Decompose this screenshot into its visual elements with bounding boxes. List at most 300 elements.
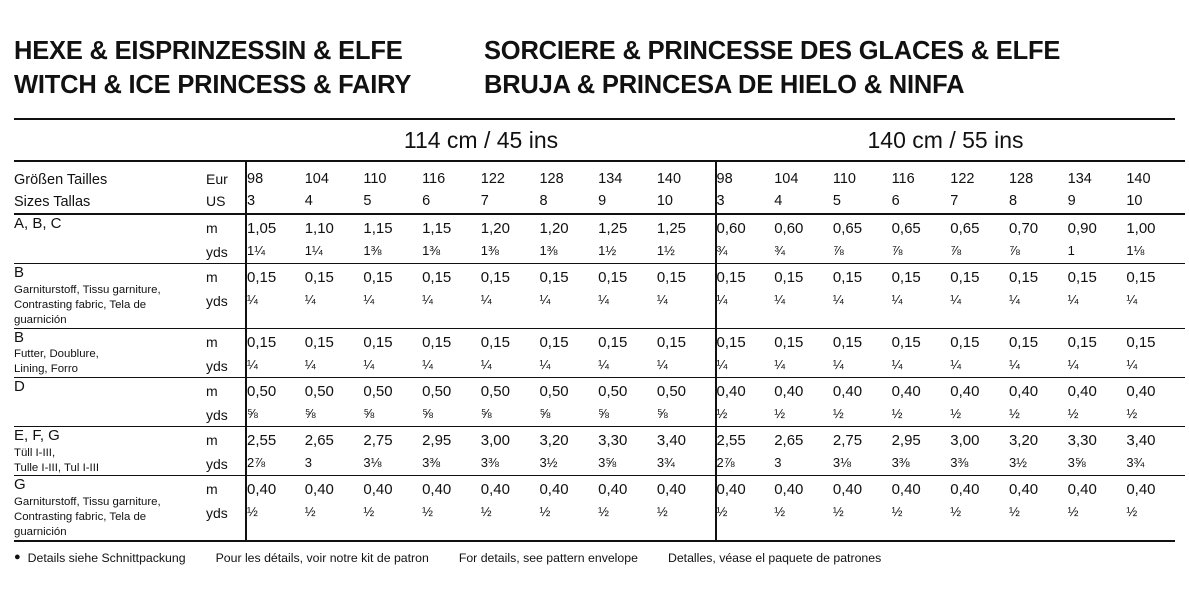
yards-value: 1¼	[304, 243, 323, 259]
meters-value: 0,40	[363, 481, 393, 499]
us-size: 6	[422, 193, 431, 210]
value-cell	[422, 328, 481, 377]
yards-value: ¼	[1067, 292, 1079, 308]
value-cell	[1126, 214, 1185, 264]
row-label-cell	[14, 328, 206, 377]
meters-value: 0,40	[1126, 481, 1156, 499]
yards-value: ½	[422, 504, 433, 520]
eur-size: 128	[1008, 171, 1034, 188]
meters-value: 0,60	[774, 220, 804, 238]
unit-yards: yds	[206, 357, 228, 374]
value-cell	[950, 214, 1009, 264]
unit-yards: yds	[206, 455, 228, 472]
piece-label: D	[14, 377, 25, 395]
value-cell	[246, 328, 305, 377]
meters-value: 1,05	[247, 220, 277, 238]
value-cell	[481, 377, 540, 426]
value-cell	[716, 426, 775, 475]
value-cell	[950, 328, 1009, 377]
yards-value: 1½	[598, 243, 617, 259]
title-french: SORCIERE & PRINCESSE DES GLACES & ELFE	[484, 37, 1061, 65]
value-cell	[716, 264, 775, 328]
eur-size: 104	[774, 171, 799, 188]
value-cell	[481, 264, 540, 328]
footer-note-fr: Pour les détails, voir notre kit de patron	[215, 550, 429, 565]
meters-value: 0,15	[950, 269, 980, 287]
piece-sublabel: Contrasting fabric, Tela de	[14, 298, 147, 311]
yards-value: 3⅜	[422, 454, 441, 470]
value-cell	[539, 426, 598, 475]
fabric-requirements-table	[14, 160, 1185, 539]
value-cell	[1009, 476, 1068, 540]
value-cell	[422, 476, 481, 540]
yards-value: ½	[656, 504, 668, 520]
size-col-l4	[422, 161, 481, 214]
yards-value: ⅝	[598, 405, 609, 421]
meters-value: 0,40	[774, 481, 804, 499]
yards-value: ½	[598, 504, 609, 520]
unit-meters: m	[206, 333, 218, 350]
yards-value: 1⅜	[539, 243, 558, 259]
meters-value: 0,15	[539, 269, 569, 287]
yards-value: 3½	[539, 454, 558, 470]
us-size: 6	[891, 193, 900, 210]
yards-value: ¼	[480, 292, 492, 308]
yards-value: ¼	[480, 356, 492, 372]
meters-value: 3,30	[1067, 431, 1097, 449]
value-cell	[1068, 328, 1127, 377]
value-cell	[1126, 426, 1185, 475]
piece-sublabel: Futter, Doublure,	[14, 348, 99, 361]
size-col-r1	[716, 161, 775, 214]
yards-value: ½	[480, 504, 492, 520]
unit-meters: m	[206, 431, 218, 448]
yards-value: ⅝	[656, 405, 668, 421]
size-col-r7	[1068, 161, 1127, 214]
meters-value: 2,75	[832, 431, 863, 449]
yards-value: ¼	[716, 292, 728, 308]
row-label-cell	[14, 214, 206, 264]
yards-value: 1	[1067, 243, 1075, 259]
value-cell	[950, 264, 1009, 328]
yards-value: 3⅜	[950, 454, 969, 470]
yards-value: ⅝	[304, 405, 316, 421]
yards-value: ½	[1067, 405, 1079, 421]
meters-value: 0,60	[716, 220, 746, 238]
yards-value: ½	[1126, 504, 1138, 520]
us-size: 10	[656, 193, 673, 210]
yards-value: ½	[950, 405, 962, 421]
yards-value: 1¼	[247, 243, 266, 259]
yards-value: ½	[363, 504, 375, 520]
meters-value: 2,55	[716, 431, 746, 449]
us-size: 7	[480, 193, 489, 210]
piece-sublabel: Lining, Forro	[14, 363, 78, 376]
yards-value: ½	[304, 504, 316, 520]
meters-value: 0,40	[247, 481, 277, 499]
value-cell	[833, 214, 892, 264]
meters-value: 0,50	[598, 382, 628, 400]
eur-size: 104	[304, 171, 329, 188]
yards-value: ⅝	[247, 405, 258, 421]
value-cell	[892, 426, 951, 475]
us-size: 8	[1008, 193, 1018, 210]
value-cell	[1009, 377, 1068, 426]
size-col-r8	[1126, 161, 1185, 214]
value-cell	[1068, 214, 1127, 264]
eur-size: 122	[950, 171, 975, 188]
value-cell	[363, 264, 422, 328]
yards-value: ½	[950, 504, 962, 520]
title-spanish: BRUJA & PRINCESA DE HIELO & NINFA	[484, 71, 965, 100]
sizes-label-de-fr: Größen Tailles	[14, 172, 108, 189]
yards-value: ½	[1008, 504, 1020, 520]
meters-value: 0,15	[1008, 269, 1039, 287]
piece-label: B	[14, 264, 25, 282]
meters-value: 2,95	[422, 431, 452, 449]
value-cell	[598, 264, 657, 328]
yards-value: ⅝	[422, 405, 433, 421]
piece-label: G	[14, 476, 26, 494]
yards-value: ⅝	[363, 405, 375, 421]
meters-value: 2,65	[774, 431, 804, 449]
yards-value: ½	[891, 405, 903, 421]
meters-value: 0,15	[656, 333, 687, 351]
yards-value: ¼	[1126, 292, 1138, 308]
piece-sublabel: Tulle I-III, Tul I-III	[14, 461, 100, 474]
size-col-r6	[1009, 161, 1068, 214]
value-cell	[716, 214, 775, 264]
value-cell	[422, 214, 481, 264]
meters-value: 0,15	[363, 333, 393, 351]
eur-size: 116	[422, 171, 446, 188]
yards-value: 1⅜	[363, 243, 382, 259]
yards-value: ¼	[1008, 292, 1020, 308]
yards-value: 2⅞	[247, 454, 266, 470]
unit-meters: m	[206, 220, 218, 237]
value-cell	[246, 214, 305, 264]
value-cell	[833, 476, 892, 540]
yards-value: ¼	[422, 356, 433, 372]
value-cell	[950, 377, 1009, 426]
value-cell	[657, 214, 716, 264]
eur-size: 116	[891, 171, 915, 188]
table-row	[14, 214, 1185, 264]
meters-value: 0,40	[1067, 382, 1097, 400]
value-cell	[716, 476, 775, 540]
yards-value: 3⅜	[891, 454, 910, 470]
value-cell	[1126, 377, 1185, 426]
value-cell	[422, 377, 481, 426]
value-cell	[1126, 264, 1185, 328]
meters-value: 0,15	[832, 269, 863, 287]
piece-sublabel: Tüll I-III,	[14, 446, 56, 459]
meters-value: 0,15	[716, 269, 746, 287]
value-cell	[1009, 264, 1068, 328]
yards-value: ⅝	[539, 405, 551, 421]
meters-value: 0,40	[1008, 382, 1039, 400]
value-cell	[716, 328, 775, 377]
yards-value: ¼	[304, 356, 316, 372]
piece-sublabel: Contrasting fabric, Tela de	[14, 510, 147, 523]
value-cell	[246, 476, 305, 540]
meters-value: 0,15	[774, 333, 804, 351]
eur-size: 110	[363, 171, 387, 188]
yards-value: ¼	[774, 356, 786, 372]
row-units-cell	[206, 476, 246, 540]
value-cell	[774, 476, 833, 540]
row-label-cell	[14, 264, 206, 328]
footer-note-de: Details siehe Schnittpackung	[27, 550, 186, 565]
meters-value: 0,50	[539, 382, 569, 400]
us-size: 7	[950, 193, 959, 210]
meters-value: 0,15	[1008, 333, 1039, 351]
piece-sublabel: guarnición	[14, 525, 67, 538]
meters-value: 0,40	[1126, 382, 1156, 400]
meters-value: 0,15	[422, 333, 452, 351]
value-cell	[657, 328, 716, 377]
value-cell	[246, 377, 305, 426]
meters-value: 2,55	[247, 431, 277, 449]
value-cell	[892, 476, 951, 540]
footer-note-es: Detalles, véase el paquete de patrones	[667, 550, 882, 565]
yards-value: ¼	[774, 292, 786, 308]
meters-value: 0,15	[891, 333, 921, 351]
value-cell	[1068, 476, 1127, 540]
value-cell	[1126, 328, 1185, 377]
meters-value: 0,15	[716, 333, 746, 351]
piece-sublabel: Garniturstoff, Tissu garniture,	[14, 284, 161, 297]
yards-value: ¼	[539, 356, 551, 372]
unit-meters: m	[206, 382, 218, 399]
meters-value: 0,40	[656, 481, 687, 499]
yards-value: 1½	[656, 243, 675, 259]
unit-yards: yds	[206, 244, 228, 261]
title-row-2	[14, 68, 1175, 102]
meters-value: 0,65	[891, 220, 921, 238]
meters-value: 1,00	[1126, 220, 1156, 238]
meters-value: 0,50	[363, 382, 393, 400]
size-system-eur: Eur	[206, 171, 228, 188]
yards-value: 3⅝	[598, 454, 617, 470]
value-cell	[598, 476, 657, 540]
yards-value: ¼	[539, 292, 551, 308]
value-cell	[892, 264, 951, 328]
size-col-r3	[833, 161, 892, 214]
yards-value: ¼	[950, 356, 962, 372]
row-units-cell	[206, 426, 246, 475]
value-cell	[1009, 426, 1068, 475]
unit-yards: yds	[206, 406, 228, 423]
yards-value: ⅞	[1008, 243, 1020, 259]
meters-value: 3,20	[539, 431, 569, 449]
value-cell	[657, 377, 716, 426]
meters-value: 0,15	[598, 269, 628, 287]
table-row	[14, 328, 1185, 377]
value-cell	[833, 264, 892, 328]
meters-value: 0,40	[891, 481, 921, 499]
value-cell	[1068, 264, 1127, 328]
yards-value: ½	[1008, 405, 1020, 421]
meters-value: 0,15	[304, 269, 334, 287]
row-label-cell	[14, 377, 206, 426]
yards-value: ¼	[1126, 356, 1138, 372]
meters-value: 0,40	[716, 481, 746, 499]
value-cell	[598, 328, 657, 377]
value-cell	[892, 214, 951, 264]
value-cell	[1068, 426, 1127, 475]
yards-value: ¼	[656, 292, 668, 308]
meters-value: 0,15	[422, 269, 452, 287]
footer-note-en: For details, see pattern envelope	[458, 550, 638, 565]
meters-value: 0,50	[304, 382, 334, 400]
meters-value: 0,40	[304, 481, 334, 499]
yards-value: ¼	[422, 292, 433, 308]
value-cell	[305, 476, 364, 540]
value-cell	[833, 328, 892, 377]
value-cell	[481, 328, 540, 377]
fabric-width-114: 114 cm / 45 ins	[403, 126, 559, 153]
meters-value: 0,15	[1126, 333, 1156, 351]
meters-value: 0,15	[891, 269, 921, 287]
value-cell	[305, 214, 364, 264]
meters-value: 0,40	[1008, 481, 1039, 499]
yards-value: 3½	[1008, 454, 1028, 470]
eur-size: 134	[1067, 171, 1092, 188]
size-col-l1	[246, 161, 305, 214]
yards-value: ¾	[716, 243, 728, 259]
yards-value: ¼	[832, 292, 844, 308]
eur-size: 122	[480, 171, 505, 188]
value-cell	[950, 426, 1009, 475]
size-col-l3	[363, 161, 422, 214]
meters-value: 0,15	[1067, 269, 1097, 287]
value-cell	[1068, 377, 1127, 426]
meters-value: 0,50	[656, 382, 687, 400]
meters-value: 0,90	[1067, 220, 1097, 238]
meters-value: 0,40	[539, 481, 569, 499]
value-cell	[774, 426, 833, 475]
meters-value: 0,40	[950, 481, 980, 499]
yards-value: ½	[539, 504, 551, 520]
eur-size: 110	[832, 171, 856, 188]
unit-meters: m	[206, 481, 218, 498]
yards-value: ½	[832, 405, 844, 421]
table-row	[14, 426, 1185, 475]
meters-value: 0,50	[422, 382, 452, 400]
size-col-r4	[892, 161, 951, 214]
size-col-r5	[950, 161, 1009, 214]
meters-value: 0,40	[891, 382, 921, 400]
meters-value: 1,20	[480, 220, 510, 238]
eur-size: 98	[247, 171, 264, 188]
meters-value: 0,50	[247, 382, 277, 400]
yards-value: ½	[716, 405, 728, 421]
us-size: 10	[1126, 193, 1143, 210]
piece-label: B	[14, 328, 25, 346]
meters-value: 0,40	[716, 382, 746, 400]
fabric-width-headers	[14, 120, 1175, 160]
us-size: 9	[598, 193, 607, 210]
yards-value: 3¾	[656, 454, 675, 470]
yards-value: ½	[832, 504, 844, 520]
size-col-l8	[657, 161, 716, 214]
meters-value: 0,15	[539, 333, 569, 351]
yards-value: ¼	[247, 356, 258, 372]
value-cell	[422, 264, 481, 328]
size-col-l2	[305, 161, 364, 214]
value-cell	[539, 328, 598, 377]
sizes-label-cell	[14, 161, 206, 214]
meters-value: 0,40	[950, 382, 980, 400]
value-cell	[774, 328, 833, 377]
size-col-l7	[598, 161, 657, 214]
us-size: 3	[247, 193, 256, 210]
yards-value: ⅞	[832, 243, 844, 259]
table-row	[14, 264, 1185, 328]
meters-value: 0,40	[598, 481, 628, 499]
meters-value: 3,00	[950, 431, 980, 449]
value-cell	[716, 377, 775, 426]
row-units-cell	[206, 264, 246, 328]
yards-value: 1⅜	[422, 243, 441, 259]
yards-value: 3⅛	[832, 454, 851, 470]
unit-yards: yds	[206, 293, 228, 310]
value-cell	[598, 214, 657, 264]
yards-value: ¼	[363, 356, 375, 372]
value-cell	[539, 214, 598, 264]
value-cell	[305, 377, 364, 426]
meters-value: 1,25	[656, 220, 687, 238]
eur-size: 140	[656, 171, 682, 188]
meters-value: 0,15	[480, 269, 510, 287]
row-label-cell	[14, 476, 206, 540]
row-label-cell	[14, 426, 206, 475]
value-cell	[1126, 476, 1185, 540]
fabric-width-140: 140 cm / 55 ins	[867, 126, 1024, 153]
yards-value: ¼	[891, 356, 903, 372]
value-cell	[246, 426, 305, 475]
value-cell	[363, 328, 422, 377]
eur-size: 140	[1126, 171, 1151, 188]
yards-value: ½	[1126, 405, 1138, 421]
meters-value: 0,40	[832, 382, 863, 400]
meters-value: 0,15	[1067, 333, 1097, 351]
piece-label: E, F, G	[14, 426, 60, 444]
piece-label: A, B, C	[14, 215, 62, 233]
value-cell	[422, 426, 481, 475]
meters-value: 0,15	[656, 269, 687, 287]
yards-value: ½	[247, 504, 258, 520]
yards-value: ½	[774, 504, 786, 520]
value-cell	[363, 426, 422, 475]
us-size: 5	[832, 193, 841, 210]
value-cell	[833, 377, 892, 426]
value-cell	[363, 214, 422, 264]
row-units-cell	[206, 328, 246, 377]
piece-sublabel: Garniturstoff, Tissu garniture,	[14, 496, 161, 509]
meters-value: 0,15	[598, 333, 628, 351]
us-size: 4	[774, 193, 783, 210]
meters-value: 3,00	[480, 431, 510, 449]
yards-value: ¼	[1067, 356, 1079, 372]
row-units-cell	[206, 214, 246, 264]
value-cell	[481, 426, 540, 475]
meters-value: 0,70	[1008, 220, 1039, 238]
piece-sublabel: guarnición	[14, 313, 67, 326]
yards-value: ¼	[1008, 356, 1020, 372]
us-size: 3	[716, 193, 725, 210]
